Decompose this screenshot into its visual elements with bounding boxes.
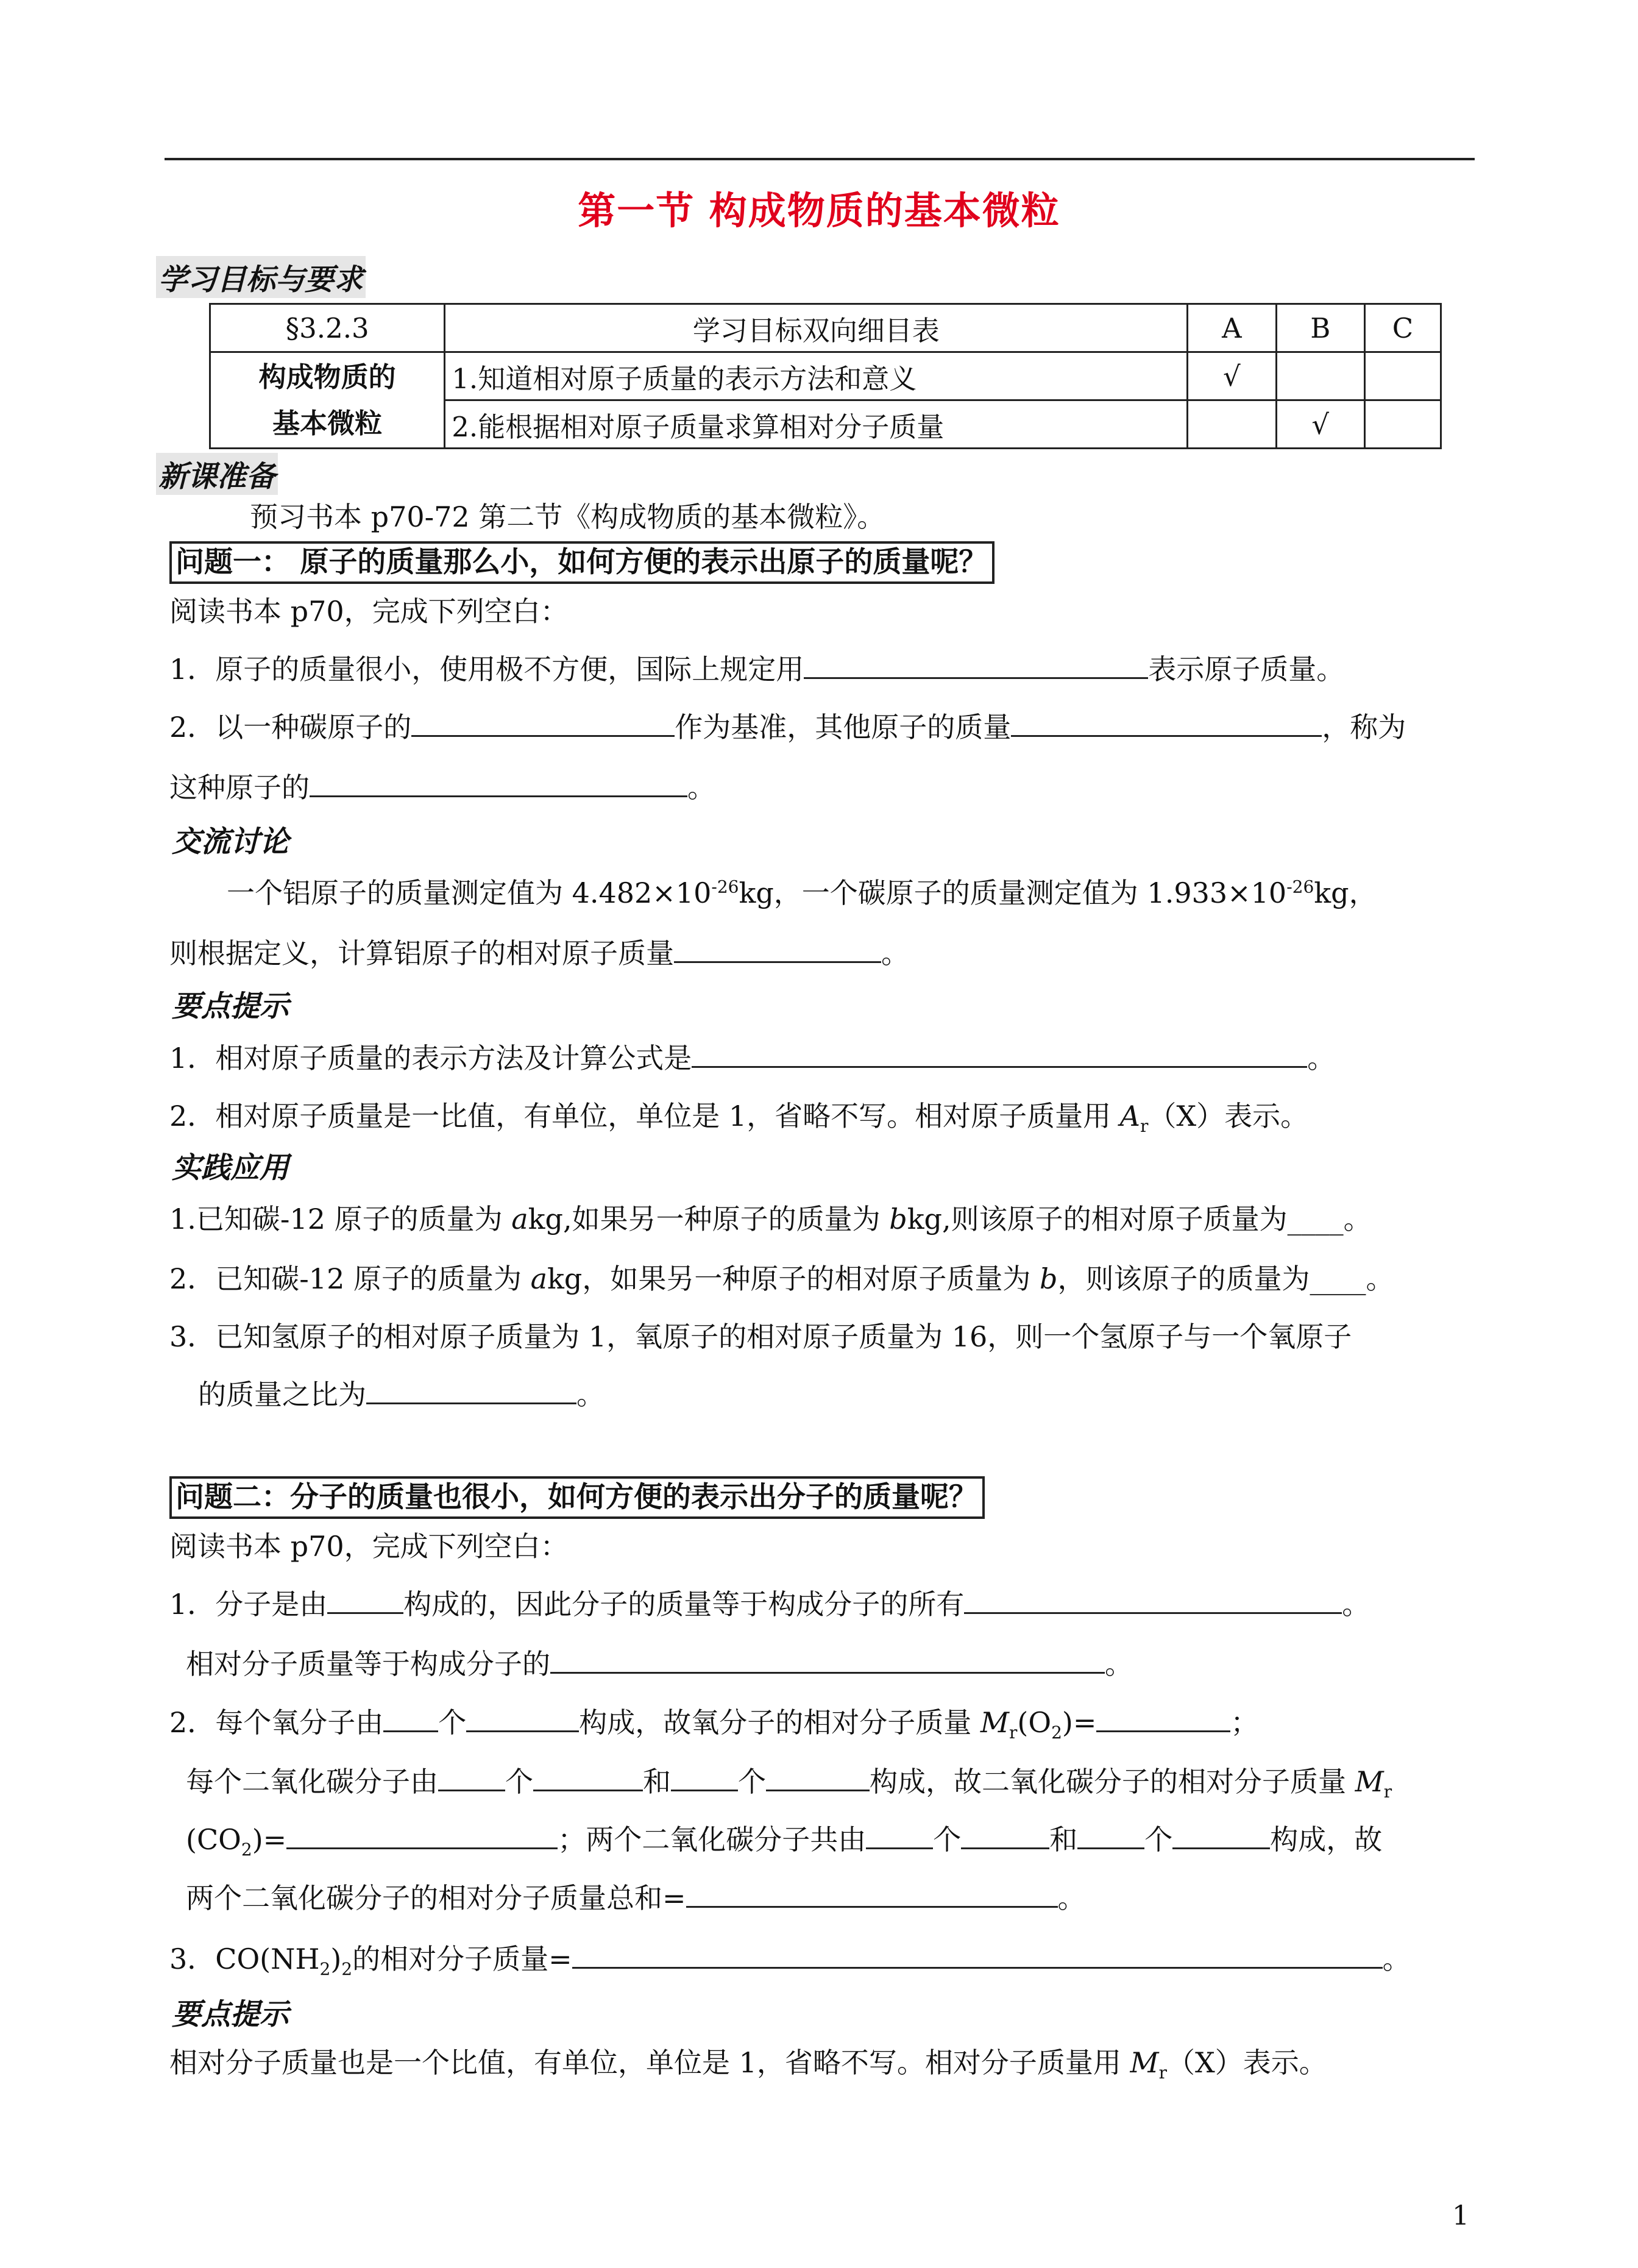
q2-text29: 。 <box>1382 1943 1411 1975</box>
q1-item2-text2: 作为基准，其他原子的质量 <box>675 711 1012 744</box>
subscript: r <box>1383 1782 1392 1802</box>
subscript: 2 <box>1051 1722 1062 1743</box>
answer-blank <box>692 1042 1307 1068</box>
variable: a <box>530 1262 548 1295</box>
q2-item1-line2 <box>186 1646 1133 1682</box>
q2-text28: 的相对分子质量= <box>352 1943 572 1975</box>
table-col-a: A <box>1188 304 1276 352</box>
table-cell-c <box>1364 352 1441 400</box>
q2-item2 <box>169 1704 1258 1741</box>
tips1-text4: （X）表示。 <box>1148 1100 1309 1132</box>
page-number: 1 <box>1452 2200 1469 2231</box>
table-row-text: 1.知道相对原子质量的表示方法和意义 <box>445 352 1188 400</box>
q2-text26: 3．CO(NH <box>169 1943 320 1975</box>
tips1-text: 1．相对原子质量的表示方法及计算公式是 <box>169 1042 692 1075</box>
answer-blank <box>964 1588 1342 1614</box>
answer-blank <box>327 1588 403 1614</box>
q2-text13: 个 <box>505 1765 533 1798</box>
table-topic-line2: 基本微粒 <box>272 407 383 439</box>
subscript: r <box>1009 1722 1018 1743</box>
table-cell-a: √ <box>1188 352 1276 400</box>
q1-item2 <box>169 709 1406 745</box>
q2-co2-line2 <box>186 1821 1382 1858</box>
answer-blank <box>310 771 687 797</box>
q1-item2-text3: ，称为 <box>1322 711 1406 744</box>
subscript: 2 <box>319 1959 331 1980</box>
page-title: 第一节 构成物质的基本微粒 <box>578 188 1060 233</box>
answer-blank <box>686 1882 1058 1908</box>
discussion-text2: kg，一个碳原子的质量测定值为 1.933×10 <box>739 876 1287 909</box>
table-row-text: 2.能根据相对原子质量求算相对分子质量 <box>445 400 1188 449</box>
q2-text2: 构成的，因此分子的质量等于构成分子的所有 <box>403 1588 965 1621</box>
table-col-c: C <box>1364 304 1441 352</box>
q2-text3: 。 <box>1342 1588 1370 1621</box>
discussion-line2 <box>169 935 909 972</box>
answer-blank <box>366 1378 576 1404</box>
answer-blank <box>466 1706 579 1732</box>
practice-text7: 的质量之比为 <box>198 1378 366 1411</box>
q2-text12: 每个二氧化碳分子由 <box>186 1765 438 1798</box>
variable: b <box>1039 1262 1058 1295</box>
symbol: M <box>1355 1765 1384 1798</box>
symbol: A <box>1119 1100 1141 1132</box>
q2-text5: 。 <box>1105 1648 1133 1680</box>
q1-item2-line2 <box>169 769 715 806</box>
section-prep: 新课准备 <box>156 453 278 495</box>
answer-blank <box>674 937 881 963</box>
practice-text5: kg，如果另一种原子的相对原子质量为 <box>547 1262 1040 1295</box>
exponent: -26 <box>711 876 739 897</box>
section-goals: 学习目标与要求 <box>156 256 366 298</box>
subscript: r <box>1158 2063 1168 2083</box>
prep-text: 预习书本 p70-72 第二节《构成物质的基本微粒》。 <box>250 500 885 533</box>
q2-text22: 个 <box>1144 1823 1173 1856</box>
table-topic <box>210 352 445 449</box>
q1-read: 阅读书本 p70，完成下列空白： <box>169 595 569 628</box>
practice-item2 <box>169 1260 1394 1297</box>
answer-blank <box>866 1823 933 1849</box>
symbol: M <box>1130 2046 1159 2079</box>
discussion-text: 一个铝原子的质量测定值为 4.482×10 <box>227 876 712 909</box>
practice-text4: 2．已知碳-12 原子的质量为 <box>169 1262 531 1295</box>
question1-heading: 问题一： 原子的质量那么小，如何方便的表示出原子的质量呢？ <box>169 541 994 584</box>
q2-co2-line3 <box>186 1880 1086 1916</box>
q2-text7: 个 <box>438 1706 467 1739</box>
section-discussion: 交流讨论 <box>172 825 289 859</box>
table-header: 学习目标双向细目表 <box>445 304 1188 352</box>
tips1-item1 <box>169 1040 1335 1076</box>
q2-text11: ； <box>1230 1706 1259 1739</box>
header-rule <box>165 158 1475 160</box>
tips2-text1: 相对分子质量也是一个比值，有单位，单位是 1，省略不写。相对分子质量用 <box>169 2046 1130 2079</box>
q2-text14: 和 <box>643 1765 671 1798</box>
answer-blank <box>1172 1823 1270 1849</box>
q2-text10: )= <box>1062 1706 1097 1739</box>
q1-item2-text5: 。 <box>687 771 715 804</box>
q1-item2-text4: 这种原子的 <box>169 771 310 804</box>
q2-item1 <box>169 1586 1370 1623</box>
q2-text8: 构成，故氧分子的相对分子质量 <box>579 1706 980 1739</box>
subscript: 2 <box>341 1959 353 1980</box>
q1-item1-text: 1．原子的质量很小，使用极不方便，国际上规定用 <box>169 653 804 686</box>
answer-blank <box>572 1943 1383 1969</box>
symbol: M <box>980 1706 1010 1739</box>
q2-read: 阅读书本 p70，完成下列空白： <box>169 1530 569 1563</box>
practice-text8: 。 <box>576 1378 604 1411</box>
answer-blank <box>533 1765 643 1791</box>
answer-blank <box>1077 1823 1144 1849</box>
answer-blank <box>961 1823 1049 1849</box>
section-practice: 实践应用 <box>172 1151 289 1185</box>
discussion-text3: kg， <box>1314 876 1377 909</box>
discussion-text5: 。 <box>881 937 909 970</box>
table-cell-a <box>1188 400 1276 449</box>
answer-blank <box>411 711 675 737</box>
tips1-item2 <box>169 1098 1309 1137</box>
subscript: 2 <box>241 1840 252 1860</box>
tips1-text3: 2．相对原子质量是一比值，有单位，单位是 1，省略不写。相对原子质量用 <box>169 1100 1120 1132</box>
answer-blank <box>550 1648 1105 1674</box>
answer-blank <box>766 1765 870 1791</box>
q2-item3 <box>169 1941 1411 1980</box>
answer-blank <box>1096 1706 1230 1732</box>
q1-item1 <box>169 651 1344 688</box>
table-cell-b <box>1276 352 1364 400</box>
tips1-text2: 。 <box>1307 1042 1336 1075</box>
practice-text6: ，则该原子的质量为____。 <box>1057 1262 1394 1295</box>
table-code: §3.2.3 <box>210 304 445 352</box>
answer-blank <box>671 1765 738 1791</box>
table-col-b: B <box>1276 304 1364 352</box>
q2-text18: )= <box>252 1823 287 1856</box>
q2-text19: ；两个二氧化碳分子共由 <box>558 1823 867 1856</box>
tips2-text2: （X）表示。 <box>1167 2046 1327 2079</box>
exponent: -26 <box>1286 876 1314 897</box>
answer-blank <box>383 1706 438 1732</box>
q2-text17: (CO <box>186 1823 241 1856</box>
q2-text25: 。 <box>1057 1882 1086 1914</box>
answer-blank <box>286 1823 558 1849</box>
section-tips2: 要点提示 <box>172 1997 289 2032</box>
q2-text4: 相对分子质量等于构成分子的 <box>186 1648 550 1680</box>
section-tips1: 要点提示 <box>172 989 289 1023</box>
answer-blank <box>804 653 1148 679</box>
q1-item1-text2: 表示原子质量。 <box>1148 653 1345 686</box>
q2-text24: 两个二氧化碳分子的相对分子质量总和= <box>186 1882 686 1914</box>
q2-text: 1．分子是由 <box>169 1588 328 1621</box>
practice-text3: kg,则该原子的相对原子质量为____。 <box>907 1203 1372 1235</box>
discussion-line1 <box>227 875 1377 911</box>
practice-text2: kg,如果另一种原子的质量为 <box>528 1203 890 1235</box>
q1-item2-text: 2．以一种碳原子的 <box>169 711 412 744</box>
question2-heading: 问题二：分子的质量也很小，如何方便的表示出分子的质量呢？ <box>169 1476 985 1519</box>
q2-text21: 和 <box>1049 1823 1078 1856</box>
q2-co2-line1 <box>186 1763 1392 1800</box>
variable: b <box>889 1203 907 1235</box>
table-cell-c <box>1364 400 1441 449</box>
discussion-text4: 则根据定义，计算铝原子的相对原子质量 <box>169 937 674 970</box>
tips2-text <box>169 2044 1327 2081</box>
q2-text15: 个 <box>738 1765 766 1798</box>
practice-item3: 3．已知氢原子的相对原子质量为 1，氧原子的相对原子质量为 16，则一个氢原子与一个氧原子 <box>169 1320 1352 1353</box>
practice-item3-line2 <box>198 1376 604 1413</box>
q2-text23: 构成，故 <box>1270 1823 1383 1856</box>
practice-item1 <box>169 1201 1372 1237</box>
q2-text27: ) <box>330 1943 342 1975</box>
answer-blank <box>438 1765 505 1791</box>
table-topic-line1: 构成物质的 <box>258 360 396 393</box>
q2-text9: (O <box>1017 1706 1052 1739</box>
q2-text20: 个 <box>933 1823 962 1856</box>
objectives-table <box>209 303 1442 449</box>
q2-text16: 构成，故二氧化碳分子的相对分子质量 <box>870 1765 1355 1798</box>
answer-blank <box>1011 711 1322 737</box>
table-cell-b: √ <box>1276 400 1364 449</box>
q2-text6: 2．每个氧分子由 <box>169 1706 384 1739</box>
subscript: r <box>1140 1116 1149 1137</box>
practice-text: 1.已知碳-12 原子的质量为 <box>169 1203 512 1235</box>
variable: a <box>511 1203 528 1235</box>
